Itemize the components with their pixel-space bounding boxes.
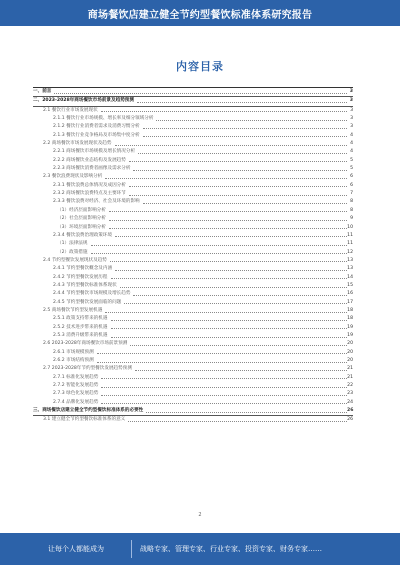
toc-entry[interactable] (33, 224, 353, 232)
toc-entry-title: 2.7.4 品牌化发展趋势 (53, 399, 99, 407)
toc-entry[interactable] (33, 232, 353, 240)
toc-entry[interactable] (33, 157, 353, 165)
footer-expert-list: 战略专家、管理专家、行业专家、投资专家、财务专家…… (140, 545, 322, 553)
toc-leader-dots (97, 353, 347, 354)
toc-entry-title: 3.1 建立健全节约型餐饮标准体系的意义 (43, 416, 126, 424)
toc-leader-dots (133, 170, 347, 171)
toc-entry-page: 21 (347, 374, 353, 380)
footer-divider (131, 540, 132, 558)
toc-leader-dots (97, 362, 347, 363)
toc-entry[interactable] (33, 324, 353, 332)
toc-entry-title: 2.5 商场餐饮节约型发展机遇 (43, 307, 103, 315)
toc-entry-title: 2.1.3 餐饮行业竞争格局及市场集中度分析 (53, 132, 141, 140)
toc-entry-title: 2.1.1 餐饮行业市场规模、增长率及细分领域分析 (53, 115, 154, 123)
footer-slogan: 让每个人都能成为 (48, 545, 104, 553)
toc-entry-title: 2.4.4 节约型餐饮市场规模及增长趋势 (53, 290, 131, 298)
toc-entry-title: 2.7.3 绿色化发展趋势 (53, 390, 99, 398)
toc-entry-title: 2.3.2 商场餐饮浪费特点及主要环节 (53, 190, 127, 198)
toc-entry-page: 12 (347, 249, 353, 255)
toc-entry[interactable] (33, 290, 353, 298)
page-number: 2 (198, 512, 202, 518)
toc-entry-title: 2.4.1 节约型餐饮概念及内涵 (53, 265, 113, 273)
toc-entry-title: 2.3.1 餐饮浪费总体情况及成因分析 (53, 182, 127, 190)
toc-entry-page: 5 (350, 157, 353, 163)
toc-entry[interactable] (33, 265, 353, 273)
toc-entry-title: 2.4.5 节约型餐饮发展面临的问题 (53, 299, 122, 307)
toc-entry-title: 2.6.1 市场规模预测 (53, 349, 95, 357)
toc-entry[interactable] (33, 198, 353, 206)
toc-entry[interactable] (33, 357, 353, 365)
toc-entry-title: （3）环境层面影响分析 (57, 224, 107, 232)
toc-entry[interactable] (33, 115, 353, 123)
toc-entry-title: 2.3.4 餐饮浪费治理政策环境 (53, 232, 113, 240)
toc-entry-title: 二、2023-2028年商场餐饮市场前景及趋势预测 (33, 97, 135, 105)
toc-entry-page: 17 (347, 299, 353, 305)
toc-entry-page: 7 (350, 191, 353, 197)
toc-leader-dots (146, 412, 347, 413)
toc-entry[interactable] (33, 190, 353, 198)
toc-entry-page: 4 (350, 149, 353, 155)
toc-entry-title: 2.3 餐饮浪费现状及影响分析 (43, 173, 103, 181)
toc-leader-dots (120, 287, 347, 288)
toc-entry-page: 3 (350, 124, 353, 130)
toc-leader-dots (101, 395, 347, 396)
toc-entry-page: 19 (347, 324, 353, 330)
toc-leader-dots (143, 128, 347, 129)
toc-entry-page: 14 (347, 274, 353, 280)
toc-entry-page: 21 (347, 366, 353, 372)
toc-leader-dots (91, 253, 347, 254)
toc-entry[interactable] (33, 365, 353, 373)
toc-leader-dots (156, 120, 347, 121)
toc-entry-page: 11 (347, 241, 353, 247)
toc-leader-dots (91, 245, 347, 246)
toc-entry-page: 13 (347, 266, 353, 272)
toc-entry-page: 8 (350, 199, 353, 205)
toc-entry[interactable] (33, 240, 353, 248)
toc-entry-title: 2.5.3 消费升级带来的机遇 (53, 332, 109, 340)
toc-leader-dots (129, 186, 347, 187)
toc-entry-title: 2.2.3 商场餐饮消费者画像及需求分析 (53, 165, 131, 173)
toc-entry-page: 18 (347, 316, 353, 322)
toc-leader-dots (101, 378, 347, 379)
toc-entry[interactable] (33, 215, 353, 223)
toc-entry-title: 2.2.1 商场餐饮市场规模及增长情况分析 (53, 148, 136, 156)
toc-entry[interactable] (33, 123, 353, 131)
toc-entry[interactable] (33, 315, 353, 323)
toc-entry[interactable] (33, 274, 353, 282)
toc-leader-dots (109, 228, 347, 229)
table-of-contents (33, 88, 353, 425)
toc-heading: 内容目录 (176, 60, 224, 73)
toc-entry-page: 3 (350, 107, 353, 113)
toc-entry-title: 三、商场餐饮店建立健全节约型餐饮标准体系的必要性 (33, 407, 144, 415)
toc-entry-page: 19 (347, 332, 353, 338)
toc-leader-dots (111, 278, 347, 279)
toc-entry[interactable] (33, 107, 353, 115)
toc-entry-page: 3 (349, 89, 353, 94)
toc-leader-dots (101, 387, 347, 388)
toc-entry-page: 26 (347, 408, 354, 414)
toc-entry[interactable] (33, 148, 353, 156)
toc-leader-dots (115, 145, 347, 146)
toc-leader-dots (138, 153, 347, 154)
toc-leader-dots (111, 328, 347, 329)
toc-entry-title: 2.3.3 餐饮浪费对经济、社会及环境的影响 (53, 198, 141, 206)
toc-entry[interactable] (33, 399, 353, 407)
toc-leader-dots (111, 320, 347, 321)
toc-entry[interactable] (33, 390, 353, 398)
toc-entry[interactable] (33, 88, 353, 97)
toc-entry-page: 6 (350, 182, 353, 188)
toc-leader-dots (101, 111, 347, 112)
toc-entry-page: 9 (350, 216, 353, 222)
toc-entry[interactable] (33, 97, 353, 106)
toc-entry-title: 2.5.2 技术进步带来的机遇 (53, 324, 109, 332)
toc-entry[interactable] (33, 382, 353, 390)
toc-leader-dots (124, 303, 347, 304)
toc-leader-dots (115, 270, 347, 271)
toc-entry-title: 2.2 商场餐饮市场发展现状及趋势 (43, 140, 113, 148)
toc-entry-page: 23 (347, 391, 353, 397)
toc-leader-dots (143, 136, 347, 137)
toc-entry[interactable] (33, 416, 353, 424)
toc-entry-title: 2.7 2023-2028年节约型餐饮发展趋势预测 (43, 365, 133, 373)
toc-entry[interactable] (33, 299, 353, 307)
toc-leader-dots (115, 236, 347, 237)
toc-entry-page: 22 (347, 383, 353, 389)
toc-entry-page: 4 (350, 132, 353, 138)
toc-entry-title: 2.1.2 餐饮行业消费者需求及消费习惯分析 (53, 123, 141, 131)
toc-entry-page: 8 (350, 207, 353, 213)
toc-entry-page: 24 (347, 399, 353, 405)
toc-entry-title: 2.4.2 节约型餐饮发展历程 (53, 274, 109, 282)
toc-entry[interactable] (33, 165, 353, 173)
toc-leader-dots (101, 403, 347, 404)
toc-entry[interactable] (33, 374, 353, 382)
toc-leader-dots (109, 220, 347, 221)
toc-entry-title: 2.4 节约型餐饮发展现状及趋势 (43, 257, 108, 265)
toc-entry-page: 6 (350, 174, 353, 180)
toc-entry-page: 26 (347, 417, 353, 423)
toc-leader-dots (129, 195, 347, 196)
toc-entry-page: 3 (349, 98, 353, 104)
toc-entry-page: 16 (347, 291, 353, 297)
toc-entry-title: （1）法律法规 (57, 240, 89, 248)
toc-entry[interactable] (33, 207, 353, 215)
toc-entry-page: 10 (347, 224, 353, 230)
toc-entry-title: 2.6.2 市场结构预测 (53, 357, 95, 365)
toc-entry[interactable] (33, 307, 353, 315)
toc-entry[interactable] (33, 182, 353, 190)
toc-entry-page: 18 (347, 307, 353, 313)
toc-entry-page: 15 (347, 282, 353, 288)
toc-entry[interactable] (33, 140, 353, 148)
toc-entry-title: 2.2.2 商场餐饮业态结构及发展趋势 (53, 157, 127, 165)
toc-leader-dots (143, 203, 347, 204)
toc-leader-dots (111, 337, 347, 338)
toc-leader-dots (130, 345, 347, 346)
toc-entry[interactable] (33, 332, 353, 340)
toc-entry[interactable] (33, 407, 353, 416)
toc-entry-title: 2.7.2 智能化发展趋势 (53, 382, 99, 390)
toc-leader-dots (105, 178, 347, 179)
toc-entry[interactable] (33, 249, 353, 257)
toc-leader-dots (128, 421, 347, 422)
toc-entry[interactable] (33, 340, 353, 348)
toc-entry-page: 20 (347, 349, 353, 355)
toc-entry-title: 一、前言 (33, 88, 52, 96)
report-title: 商场餐饮店建立健全节约型餐饮标准体系研究报告 (87, 10, 313, 21)
toc-leader-dots (105, 312, 347, 313)
toc-entry-title: 2.1 餐饮行业市场发展现状 (43, 107, 99, 115)
toc-entry-title: 2.5.1 政策支持带来的机遇 (53, 315, 109, 323)
toc-entry-page: 5 (350, 166, 353, 172)
toc-leader-dots (54, 93, 347, 94)
toc-entry-page: 20 (347, 341, 353, 347)
toc-entry-title: 2.7.1 标准化发展趋势 (53, 374, 99, 382)
toc-leader-dots (133, 295, 347, 296)
toc-entry-title: （1）经济层面影响分析 (57, 207, 107, 215)
toc-entry-page: 11 (347, 232, 353, 238)
toc-entry-title: 2.4.3 节约型餐饮标准体系现状 (53, 282, 118, 290)
toc-entry[interactable] (33, 173, 353, 181)
toc-leader-dots (109, 211, 347, 212)
toc-entry-page: 20 (347, 358, 353, 363)
toc-entry-page: 4 (350, 141, 353, 147)
toc-leader-dots (129, 161, 347, 162)
toc-entry-title: （2）政策措施 (57, 249, 89, 257)
toc-entry-title: 2.6 2023-2028年商场餐饮市场前景预测 (43, 340, 128, 348)
toc-entry[interactable] (33, 132, 353, 140)
toc-leader-dots (110, 261, 347, 262)
toc-leader-dots (137, 102, 347, 103)
toc-entry[interactable] (33, 257, 353, 265)
toc-entry[interactable] (33, 349, 353, 357)
toc-entry-page: 3 (350, 116, 353, 122)
toc-entry-title: （2）社会层面影响分析 (57, 215, 107, 223)
toc-entry-page: 13 (347, 257, 353, 263)
toc-leader-dots (135, 370, 347, 371)
toc-entry[interactable] (33, 282, 353, 290)
